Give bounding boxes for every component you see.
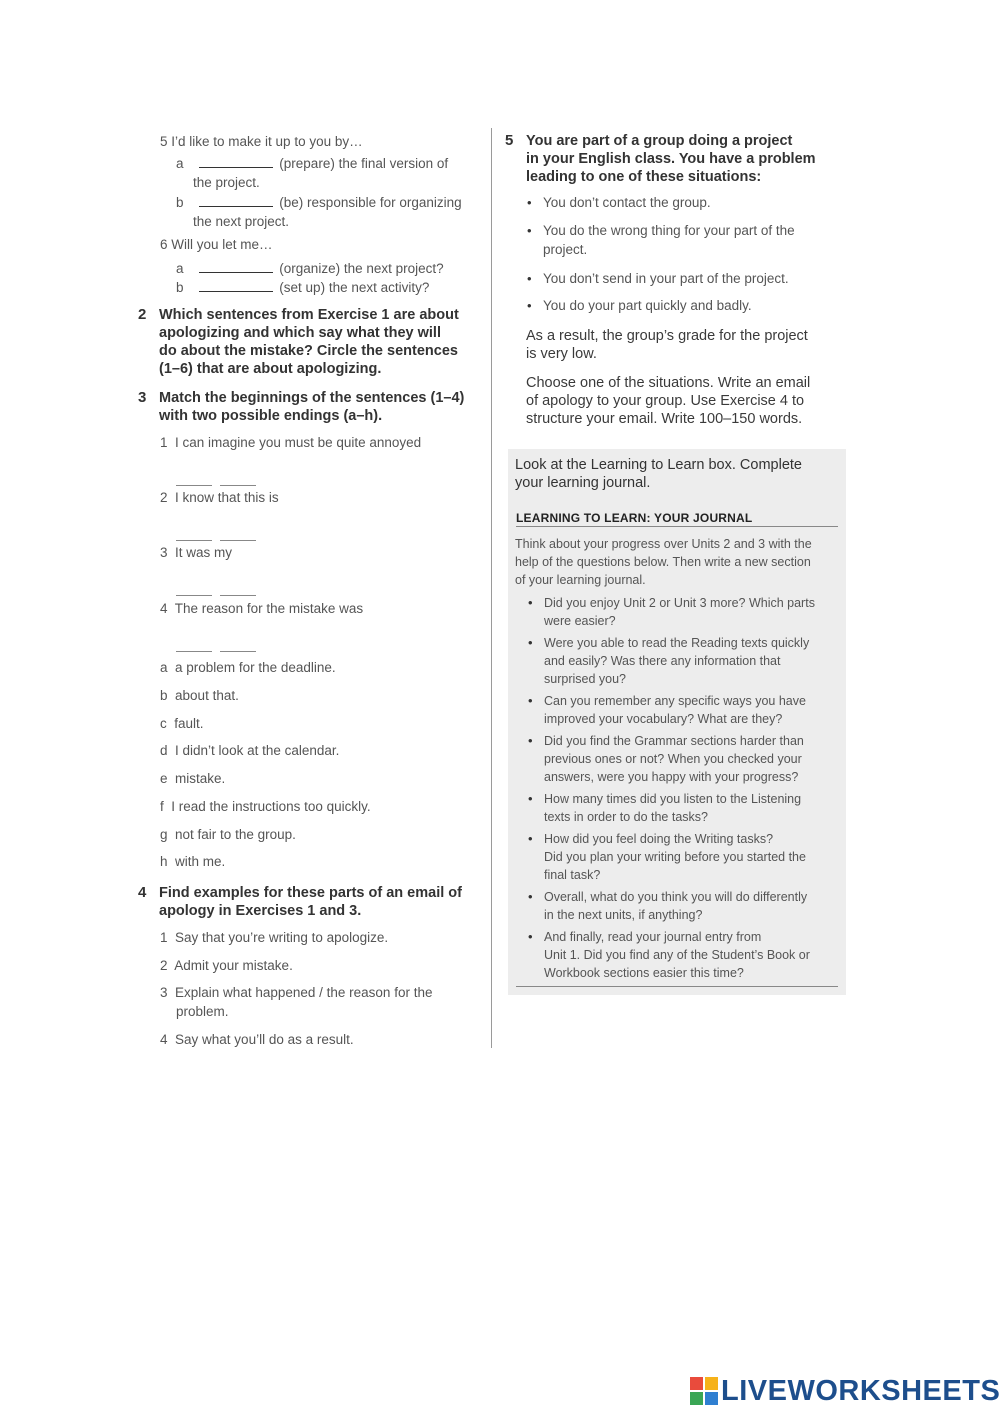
blank-5a[interactable] xyxy=(199,155,273,168)
beginning-2: 2 I know that this is xyxy=(160,490,279,505)
ending-f: f I read the instructions too quickly. xyxy=(160,799,371,814)
box-title: LEARNING TO LEARN: YOUR JOURNAL xyxy=(516,511,753,525)
exercise-2-instructions: Which sentences from Exercise 1 are about apologizing and which say what they will do about the mistake? Circle the sentences (1–6) that are about apologizing. xyxy=(159,307,459,377)
beginning-1: 1 I can imagine you must be quite annoyed xyxy=(160,435,422,450)
blank-5b[interactable] xyxy=(199,194,273,207)
item-6b: b (set up) the next activity? xyxy=(176,280,430,295)
ex4-item-4: 4 Say what you’ll do as a result. xyxy=(160,1032,354,1047)
exercise-5-number: 5 xyxy=(505,132,514,149)
ending-e: e mistake. xyxy=(160,771,226,786)
column-divider xyxy=(491,128,492,1048)
logo-grid-icon xyxy=(690,1377,718,1405)
exercise-3-number: 3 xyxy=(138,389,147,406)
exercise-4-number: 4 xyxy=(138,884,147,901)
ending-a: a a problem for the deadline. xyxy=(160,660,336,675)
ex4-item-3-cont: problem. xyxy=(176,1004,229,1019)
item-6-stem: 6 Will you let me… xyxy=(160,237,273,252)
blank-6a[interactable] xyxy=(199,260,273,273)
ending-c: c fault. xyxy=(160,716,204,731)
exercise-3-instructions: Match the beginnings of the sentences (1–4) with two possible endings (a–h). xyxy=(159,390,465,424)
result-text: As a result, the group’s grade for the project is very low. xyxy=(526,328,808,362)
ending-g: g not fair to the group. xyxy=(160,827,296,842)
item-5b: b (be) responsible for organizing xyxy=(176,195,462,210)
ending-b: b about that. xyxy=(160,688,239,703)
exercise-2-number: 2 xyxy=(138,306,147,323)
box-intro: Look at the Learning to Learn box. Complete your learning journal. xyxy=(515,457,802,491)
blank-6b[interactable] xyxy=(199,279,273,292)
item-5a-cont: the project. xyxy=(193,175,260,190)
choose-text: Choose one of the situations. Write an email of apology to your group. Use Exercise 4 to structure your email. Write 100–150 words. xyxy=(526,375,811,427)
ending-h: h with me. xyxy=(160,854,226,869)
ex4-item-3: 3 Explain what happened / the reason for the xyxy=(160,985,433,1000)
beginning-4: 4 The reason for the mistake was xyxy=(160,601,364,616)
item-5a: a (prepare) the final version of xyxy=(176,156,449,171)
box-paragraph: Think about your progress over Units 2 and 3 with the help of the questions below. Then write a new section of your learning journal. xyxy=(515,537,812,587)
ending-d: d I didn’t look at the calendar. xyxy=(160,743,340,758)
liveworksheets-logo[interactable] xyxy=(690,1373,1000,1409)
item-5b-cont: the next project. xyxy=(193,214,290,229)
answer-pair-4[interactable] xyxy=(176,639,264,657)
ex4-item-2: 2 Admit your mistake. xyxy=(160,958,293,973)
ex4-item-1: 1 Say that you’re writing to apologize. xyxy=(160,930,389,945)
exercise-5-instructions: You are part of a group doing a project in your English class. You have a problem leading to one of these situations: xyxy=(526,133,816,185)
logo-text: LIVEWORKSHEETS xyxy=(721,1374,1000,1407)
item-6a: a (organize) the next project? xyxy=(176,261,444,276)
box-bottom-rule xyxy=(516,986,838,987)
learning-to-learn-box: Look at the Learning to Learn box. Complete your learning journal. LEARNING TO LEARN: YOUR JOURNAL Think about your progress over Units 2 and 3 with the help of the questions below. Then write a new section of your learning journal. • Did you enjoy Unit 2 or Unit 3 more? Which parts were easier? • Were you able to read the Reading texts quickly and easily? Was there any information that surprised you? • Can you remember any specific ways you have improved your vocabulary? What are they? • Did you find the Grammar sections harder than previous ones or not? When you checked your answers, were you happy with your progress? • How many times did you listen to the Listening texts in order to do the tasks? • How did you feel doing the Writing tasks? Did you plan your writing before you started the final task? • Overall, what do you think you will do differently in the next units, if anything? • And finally, read your journal entry from Unit 1. Did you find any of the Student’s Book or Workbook sections easier this time? xyxy=(508,449,846,995)
beginning-3: 3 It was my xyxy=(160,545,233,560)
item-5-stem: 5 I’d like to make it up to you by… xyxy=(160,134,363,149)
exercise-4-instructions: Find examples for these parts of an email of apology in Exercises 1 and 3. xyxy=(159,885,462,919)
box-title-rule xyxy=(516,526,838,527)
